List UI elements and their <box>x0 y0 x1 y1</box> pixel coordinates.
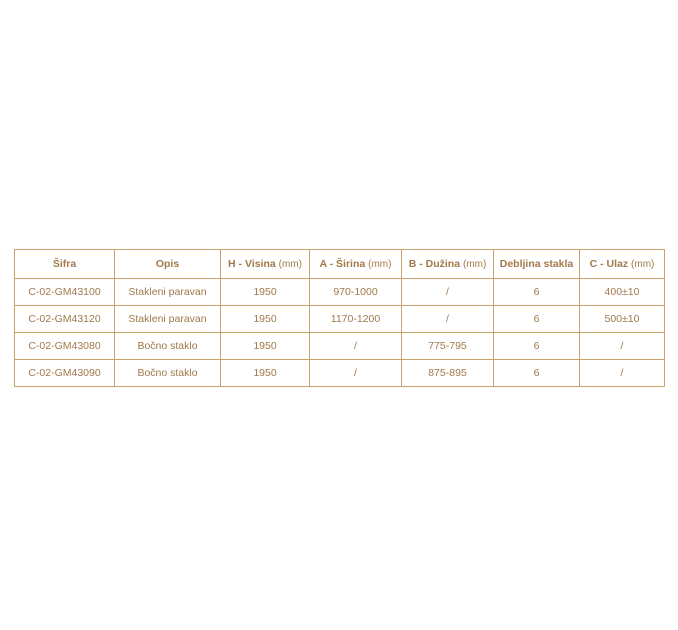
cell-debljina: 6 <box>494 279 580 306</box>
table-header <box>15 250 665 279</box>
column-header-sifra <box>15 250 115 279</box>
cell-sirina: / <box>310 360 402 387</box>
specification-table-container <box>14 249 664 387</box>
cell-sirina: 1170-1200 <box>310 306 402 333</box>
cell-visina: 1950 <box>221 279 310 306</box>
cell-duzina: / <box>402 306 494 333</box>
column-header-opis-label: Opis <box>155 257 180 270</box>
cell-visina: 1950 <box>221 333 310 360</box>
column-header-ulaz-unit: (mm) <box>631 258 655 270</box>
cell-duzina: / <box>402 279 494 306</box>
cell-sifra: C-02-GM43120 <box>15 306 115 333</box>
specification-table <box>14 249 665 387</box>
column-header-visina <box>221 250 310 279</box>
column-header-visina-label: H - Visina <box>228 257 276 270</box>
cell-ulaz: 500±10 <box>580 306 665 333</box>
table-row <box>15 333 665 360</box>
cell-duzina: 775-795 <box>402 333 494 360</box>
cell-ulaz: / <box>580 360 665 387</box>
table-row <box>15 306 665 333</box>
cell-sifra: C-02-GM43080 <box>15 333 115 360</box>
cell-debljina: 6 <box>494 333 580 360</box>
column-header-debljina <box>494 250 580 279</box>
column-header-sirina-unit: (mm) <box>368 258 392 270</box>
column-header-ulaz <box>580 250 665 279</box>
cell-opis: Bočno staklo <box>115 360 221 387</box>
cell-sirina: 970-1000 <box>310 279 402 306</box>
cell-visina: 1950 <box>221 360 310 387</box>
cell-sifra: C-02-GM43090 <box>15 360 115 387</box>
cell-visina: 1950 <box>221 306 310 333</box>
table-header-row <box>15 250 665 279</box>
cell-ulaz: / <box>580 333 665 360</box>
column-header-duzina-unit: (mm) <box>462 258 487 270</box>
column-header-sirina <box>310 250 402 279</box>
column-header-sirina-label: A - Širina <box>319 257 366 270</box>
column-header-duzina-label: B - Dužina <box>408 257 461 270</box>
column-header-opis <box>115 250 221 279</box>
column-header-duzina <box>402 250 494 279</box>
column-header-sifra-label: Šifra <box>52 257 77 270</box>
column-header-visina-unit: (mm) <box>278 258 302 270</box>
cell-opis: Bočno staklo <box>115 333 221 360</box>
cell-opis: Stakleni paravan <box>115 306 221 333</box>
cell-ulaz: 400±10 <box>580 279 665 306</box>
cell-sirina: / <box>310 333 402 360</box>
cell-sifra: C-02-GM43100 <box>15 279 115 306</box>
cell-debljina: 6 <box>494 306 580 333</box>
table-body <box>15 279 665 387</box>
cell-duzina: 875-895 <box>402 360 494 387</box>
cell-debljina: 6 <box>494 360 580 387</box>
column-header-ulaz-label: C - Ulaz <box>589 257 629 270</box>
table-row <box>15 360 665 387</box>
column-header-debljina-label: Debljina stakla <box>499 257 574 270</box>
cell-opis: Stakleni paravan <box>115 279 221 306</box>
table-row <box>15 279 665 306</box>
